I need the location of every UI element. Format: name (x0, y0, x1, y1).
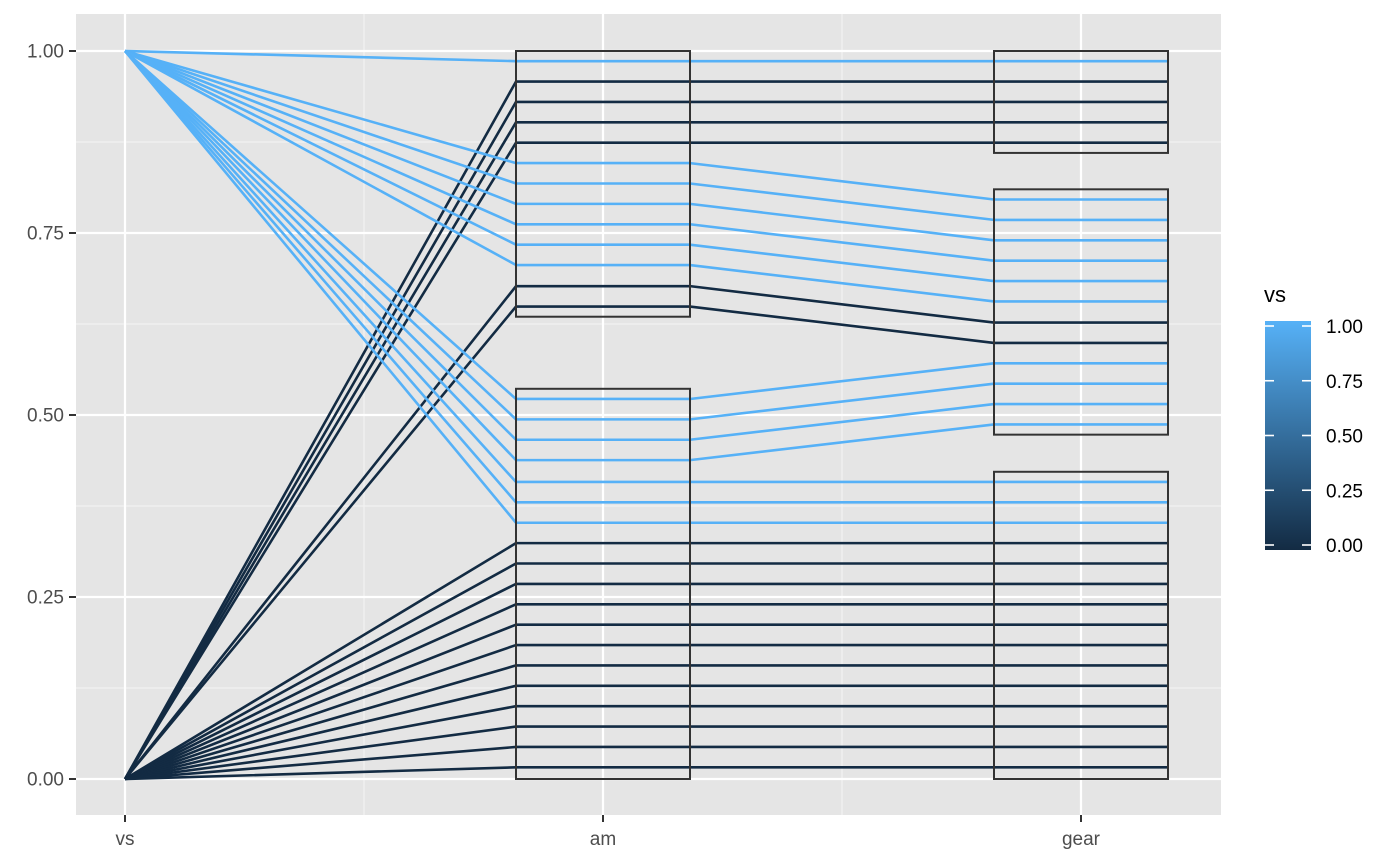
y-tick-label: 0.00 (27, 769, 64, 791)
y-tick-label: 0.75 (27, 223, 64, 245)
colorbar-label: 0.25 (1326, 481, 1363, 503)
x-axis (116, 815, 1101, 850)
y-axis (27, 42, 76, 791)
colorbar-label: 0.75 (1326, 371, 1363, 393)
color-legend (1264, 282, 1363, 557)
x-tick-label-am: am (589, 829, 617, 850)
colorbar-label: 1.00 (1326, 317, 1363, 338)
x-tick-label-gear: gear (1061, 829, 1101, 850)
colorbar-label: 0.00 (1326, 536, 1363, 557)
legend-title: vs (1264, 282, 1286, 307)
y-tick-label: 1.00 (27, 41, 64, 63)
x-tick-label-vs: vs (115, 829, 135, 850)
colorbar-label: 0.50 (1326, 426, 1363, 448)
y-tick-label: 0.50 (27, 405, 64, 427)
y-tick-label: 0.25 (27, 587, 64, 609)
